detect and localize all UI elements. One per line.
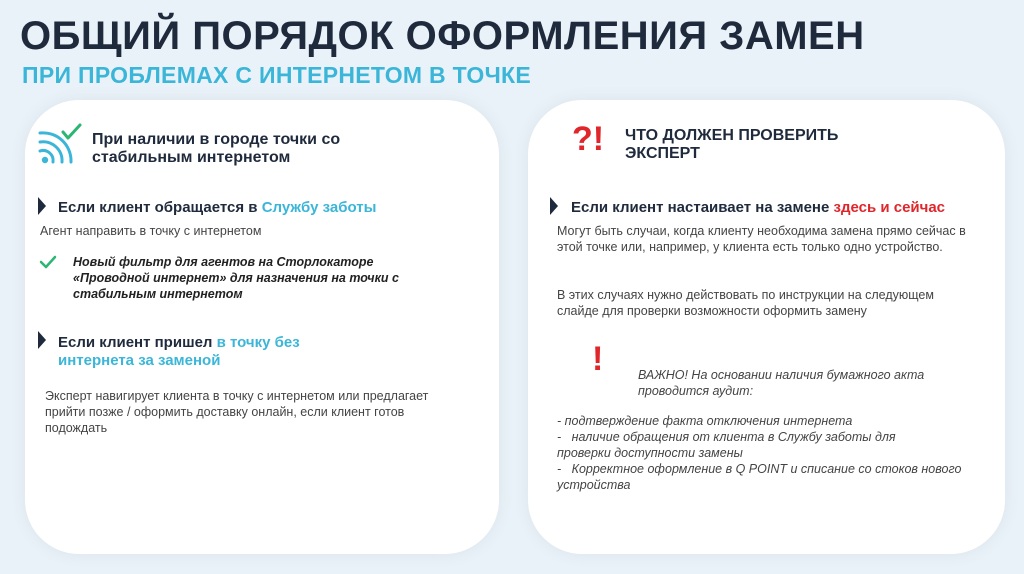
left-card [25, 100, 499, 554]
page-title: ОБЩИЙ ПОРЯДОК ОФОРМЛЕНИЯ ЗАМЕН [20, 14, 865, 58]
page-subtitle: ПРИ ПРОБЛЕМАХ С ИНТЕРНЕТОМ В ТОЧКЕ [22, 62, 532, 88]
cases-text: Могут быть случаи, когда клиенту необходима замена прямо сейчас в этой точке или, например, у клиента есть только одно устройство. [557, 224, 966, 254]
no-internet-highlight: в точку без интернета за заменой [58, 334, 300, 369]
right-heading: ЧТО ДОЛЖЕН ПРОВЕРИТЬ ЭКСПЕРТ [625, 127, 839, 162]
agent-text: Агент направить в точку с интернетом [40, 224, 262, 238]
right-card [528, 100, 1005, 554]
important-note: ВАЖНО! На основании наличия бумажного акта проводится аудит: [638, 368, 925, 398]
check-icon [39, 255, 57, 269]
triangle-marker-icon [38, 197, 46, 215]
audit-item: - Корректное оформление в Q POINT и списание со стоков нового устройства [557, 462, 965, 492]
here-now-highlight: здесь и сейчас [833, 199, 946, 216]
warning-mark-icon: ! [592, 340, 604, 378]
section-title-no-internet: Если клиент пришел в точку без интернета за заменой [58, 334, 300, 369]
section-title-here-now: Если клиент настаивает на замене здесь и сейчас [571, 199, 946, 216]
triangle-marker-icon [550, 197, 558, 215]
audit-item: - наличие обращения от клиента в Службу заботы для проверки доступности замены [557, 430, 900, 460]
triangle-marker-icon [38, 331, 46, 349]
filter-note: Новый фильтр для агентов на Сторлокаторе «Проводной интернет» для назначения на точки с стабильным интернетом [73, 255, 399, 301]
wifi-check-icon [37, 122, 83, 166]
alert-icon: ?! [572, 120, 605, 158]
instruction-text: В этих случаях нужно действовать по инструкции на следующем слайде для проверки возможности оформить замену [557, 288, 934, 318]
audit-item: - подтверждение факта отключения интернета [557, 414, 853, 428]
expert-text: Эксперт навигирует клиента в точку с интернетом или предлагает прийти позже / оформить доставку онлайн, если клиент готов подождать [45, 389, 429, 435]
section-title-service: Если клиент обращается в Службу заботы [58, 199, 377, 216]
audit-list [557, 413, 977, 493]
service-highlight: Службу заботы [261, 199, 377, 216]
left-heading: При наличии в городе точки со стабильным интернетом [92, 131, 341, 166]
